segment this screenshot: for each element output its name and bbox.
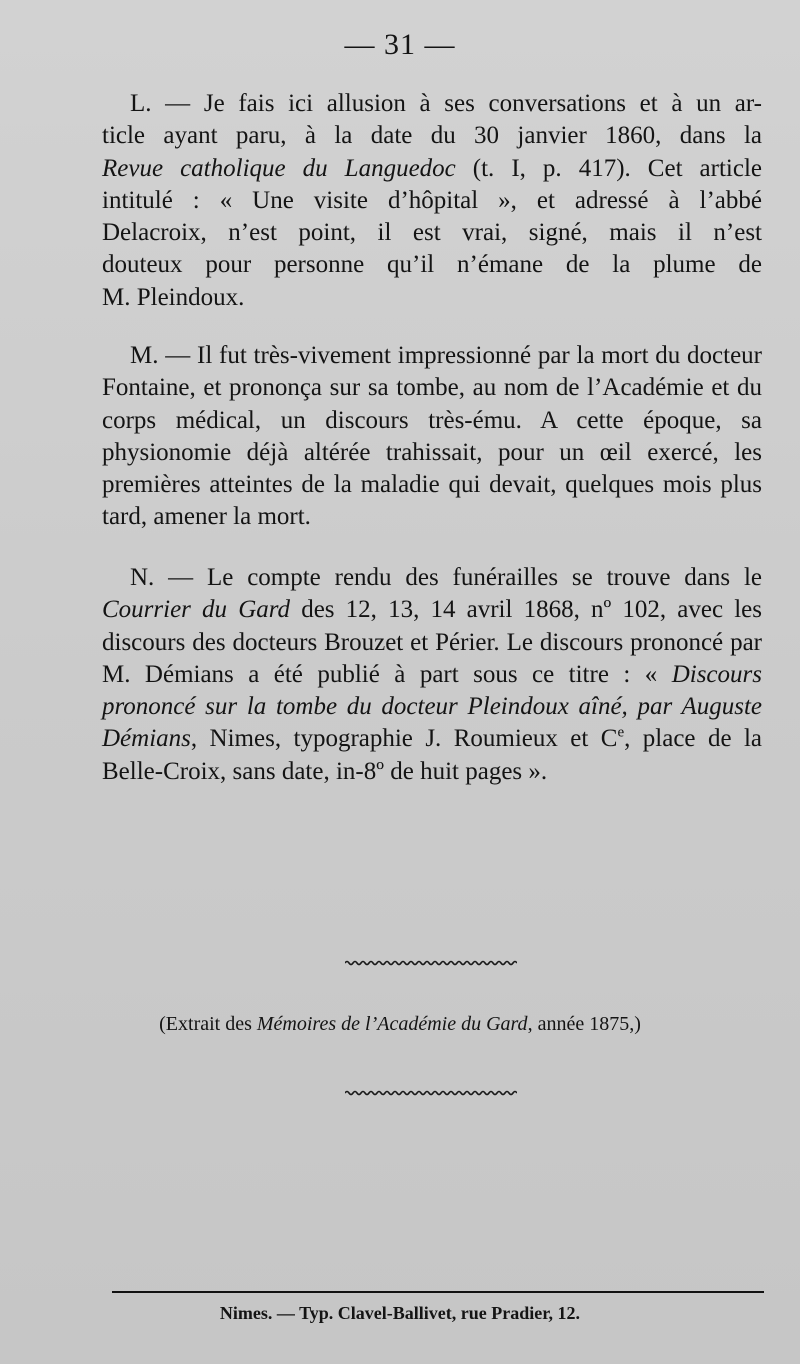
note-n-lead: N. — Le compte rendu des funérailles se trouve dans le <box>130 564 762 591</box>
ornamental-rule-bottom <box>345 1090 517 1096</box>
note-l-line7: M. Pleindoux. <box>102 283 245 311</box>
note-n-mid1: des 12, 13, 14 avril 1868, nº 102, avec les discours des docteurs Brouzet et Périer. Le discours prononcé par M. Démians a été publié à part sous ce titre : « <box>102 596 762 688</box>
note-n-sup: e <box>617 725 625 742</box>
note-l-line1: L. — Je fais ici allusion à ses conversations et à un ar- <box>130 90 762 117</box>
note-l-line6: douteux pour personne qu’il n’émane de la plume de <box>102 251 762 279</box>
note-l-line3-tail: (t. I, p. 417). Cet article <box>455 154 763 182</box>
note-n-tail: , place de la Belle-Croix, sans date, in-8º de huit pages ». <box>102 725 763 785</box>
note-l <box>102 88 762 314</box>
revue-title: Revue catholique du Languedoc <box>102 154 456 182</box>
note-m-text: M. — Il fut très-vivement impressionné par la mort du docteur Fontaine, et prononça sur sa tombe, au nom de l’Académie et du corps médical, un discours très-ému. A cette époque, sa physionomie déjà altérée trahissait, pour un œil exercé, les premières atteintes de la maladie qui devait, quelques mois plus tard, amener la mort. <box>102 342 762 531</box>
note-n <box>102 562 762 788</box>
footer-rule <box>112 1291 764 1293</box>
note-l-line5: Delacroix, n’est point, il est vrai, signé, mais il n’est <box>102 219 762 247</box>
extract-note <box>0 1013 800 1036</box>
extract-close: , année 1875,) <box>527 1013 641 1035</box>
discours-title: Discours prononcé sur la tombe du docteur Pleindoux aîné, par Auguste Démians <box>102 660 762 753</box>
note-l-line4: intitulé : « Une visite d’hôpital », et adressé à l’abbé <box>102 186 762 214</box>
note-l-line2: ticle ayant paru, à la date du 30 janvier 1860, dans la <box>102 122 762 150</box>
courrier-title: Courrier du Gard <box>102 596 291 624</box>
note-m <box>102 340 762 534</box>
printer-imprint: Nimes. — Typ. Clavel-Ballivet, rue Pradier, 12. <box>219 1303 581 1323</box>
page-number: — 31 — <box>344 28 456 61</box>
note-n-mid2: , Nimes, typographie J. Roumieux et C <box>190 725 618 753</box>
ornamental-rule-top <box>345 960 517 966</box>
extract-title: Mémoires de l’Académie du Gard <box>256 1013 528 1035</box>
extract-open: (Extrait des <box>159 1013 257 1035</box>
